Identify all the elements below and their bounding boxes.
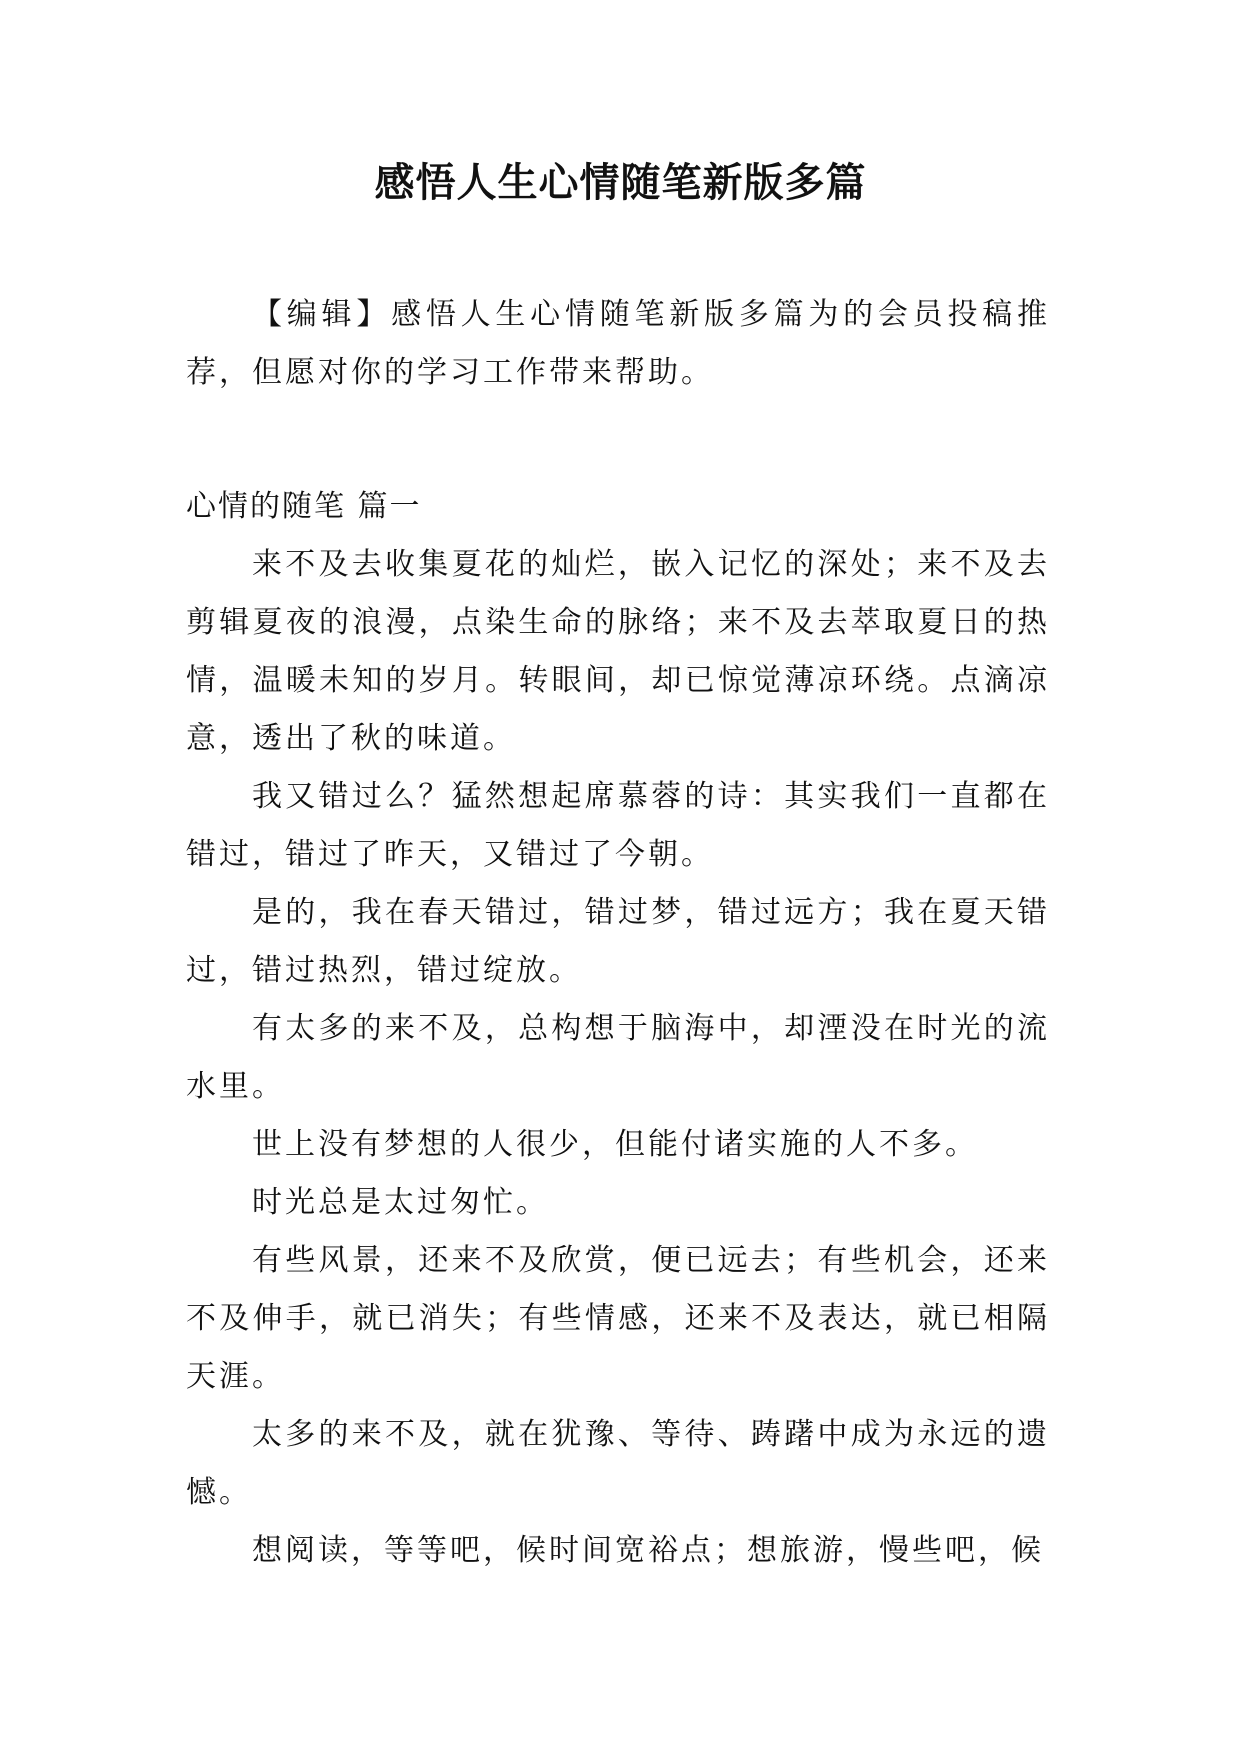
intro-paragraph: 【编辑】感悟人生心情随笔新版多篇为的会员投稿推荐，但愿对你的学习工作带来帮助。 bbox=[186, 297, 1050, 390]
section-heading: 心情的随笔 篇一 bbox=[186, 489, 422, 524]
body-paragraph: 想阅读，等等吧，候时间宽裕点；想旅游，慢些吧，候 bbox=[252, 1533, 1044, 1568]
body-paragraph: 我又错过么？猛然想起席慕蓉的诗：其实我们一直都在错过，错过了昨天，又错过了今朝。 bbox=[186, 779, 1050, 872]
document-body bbox=[186, 286, 1050, 1580]
document-title: 感悟人生心情随笔新版多篇 bbox=[374, 160, 867, 206]
body-paragraph: 世上没有梦想的人很少，但能付诸实施的人不多。 bbox=[252, 1127, 978, 1162]
body-paragraph: 有太多的来不及，总构想于脑海中，却湮没在时光的流水里。 bbox=[186, 1011, 1050, 1104]
body-paragraph: 时光总是太过匆忙。 bbox=[252, 1185, 549, 1220]
body-paragraph: 太多的来不及，就在犹豫、等待、踌躇中成为永远的遗憾。 bbox=[186, 1417, 1050, 1510]
body-paragraph: 来不及去收集夏花的灿烂，嵌入记忆的深处；来不及去剪辑夏夜的浪漫，点染生命的脉络；来不及去萃取夏日的热情，温暖未知的岁月。转眼间，却已惊觉薄凉环绕。点滴凉意，透出了秋的味道。 bbox=[186, 547, 1050, 756]
body-paragraph: 是的，我在春天错过，错过梦，错过远方；我在夏天错过，错过热烈，错过绽放。 bbox=[186, 895, 1050, 988]
body-paragraph: 有些风景，还来不及欣赏，便已远去；有些机会，还来不及伸手，就已消失；有些情感，还来不及表达，就已相隔天涯。 bbox=[186, 1243, 1050, 1394]
